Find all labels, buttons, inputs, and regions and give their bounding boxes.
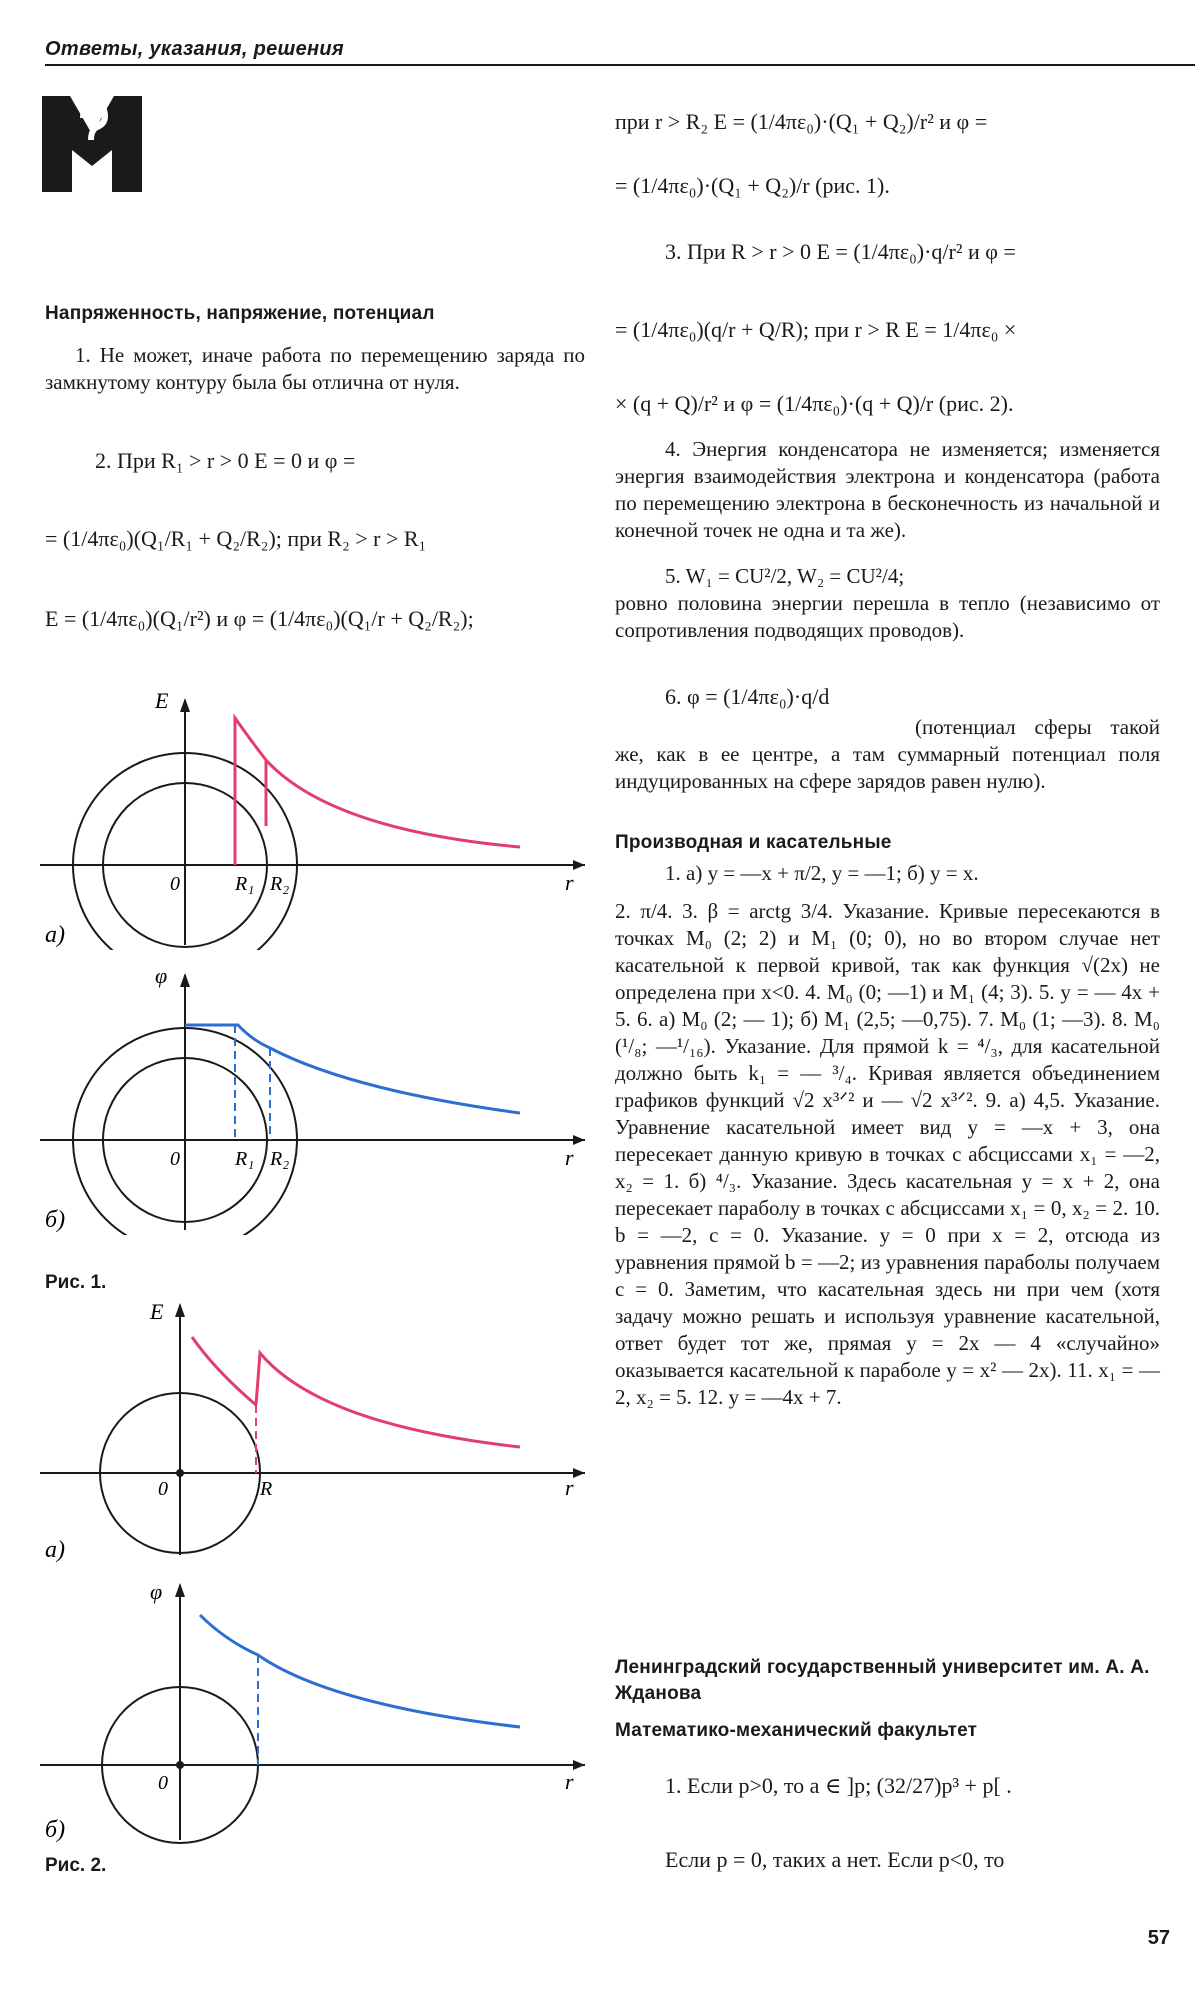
- r-axis-arrow: [573, 1468, 585, 1478]
- r-axis-label: r: [565, 1145, 574, 1170]
- r-axis-arrow: [573, 860, 585, 870]
- E-axis-label: E: [155, 690, 169, 713]
- derivative-answer-1: 1. а) y = —x + π/2, y = —1; б) y = x.: [665, 861, 979, 885]
- E-curve-inside: [192, 1337, 256, 1405]
- answer-5-formula: 5. W₁ = CU²/2, W₂ = CU²/4;: [665, 564, 905, 588]
- answer-6-text: (потенциал сферы такой же, как в ее центре, а там суммарный потенциал поля индуцированных на сфере зарядов равен нулю).: [615, 715, 1160, 793]
- center-point: [176, 1469, 184, 1477]
- math-answer-1-cont: Если p = 0, таких a нет. Если p<0, то: [665, 1847, 1005, 1872]
- subfig-b-label: б): [45, 1207, 66, 1233]
- answer-2-line3: E = (1/4πε₀)(Q₁/r²) и φ = (1/4πε₀)(Q₁/r + Q₂/R₂);: [45, 606, 474, 631]
- figure-2b: [30, 1575, 590, 1845]
- phi-axis-label: φ: [150, 1579, 163, 1604]
- answer-4: 4. Энергия конденсатора не изменяется; изменяется энергия взаимодействия электрона и конденсатора (работа по перемещению электрона в бесконечность из начальной и конечной точек не одна и та же).: [615, 437, 1160, 542]
- origin-label: 0: [170, 873, 180, 895]
- phi-curve: [200, 1615, 520, 1727]
- r-axis-label: r: [565, 1769, 574, 1794]
- r-axis-arrow: [573, 1760, 585, 1770]
- phi-axis-arrow: [175, 1583, 185, 1597]
- answer-5-text: ровно половина энергии перешла в тепло (независимо от сопротивления подводящих проводов).: [615, 591, 1160, 642]
- answer-1: 1. Не может, иначе работа по перемещению заряда по замкнутому контуру была бы отлична от нуля.: [45, 343, 585, 394]
- E-curve: [235, 718, 520, 865]
- question-mark-logo-icon: [42, 96, 142, 192]
- answer-3-line3: × (q + Q)/r² и φ = (1/4πε₀)·(q + Q)/r (рис. 2).: [615, 391, 1014, 416]
- phi-axis-arrow: [180, 973, 190, 987]
- E-axis-label: E: [150, 1299, 164, 1324]
- figure-2a: [30, 1295, 590, 1565]
- origin-label: 0: [158, 1478, 168, 1500]
- subfig-a-label: а): [45, 1537, 65, 1563]
- answer-3-line2: = (1/4πε₀)(q/r + Q/R); при r > R E = 1/4πε₀ ×: [615, 317, 1017, 342]
- running-title: Ответы, указания, решения: [45, 38, 344, 60]
- math-answer-1: 1. Если p>0, то a ∈ ]p; (32/27)p³ + p[ .: [665, 1773, 1012, 1798]
- phi-axis-label: φ: [155, 965, 168, 988]
- E-curve-outside: [256, 1353, 520, 1447]
- section-title-derivative: Производная и касательные: [615, 832, 892, 853]
- figure-1-caption: Рис. 1.: [45, 1272, 107, 1293]
- answer-6-formula: 6. φ = (1/4πε₀)·q/d: [665, 684, 830, 709]
- answer-2-line4: при r > R₂ E = (1/4πε₀)·(Q₁ + Q₂)/r² и φ =: [615, 109, 988, 134]
- r-axis-label: r: [565, 1475, 574, 1500]
- faculty-title: Математико-механический факультет: [615, 1720, 978, 1741]
- page-number: 57: [1147, 1927, 1170, 1949]
- R2-label: R₂: [270, 1148, 290, 1170]
- answer-2-line2: = (1/4πε₀)(Q₁/R₁ + Q₂/R₂); при R₂ > r > R₁: [45, 526, 427, 551]
- R1-label: R₁: [235, 1148, 255, 1170]
- figure-1b: [30, 965, 590, 1235]
- E-axis-arrow: [180, 698, 190, 712]
- header-rule: [45, 64, 1195, 66]
- origin-label: 0: [158, 1772, 168, 1794]
- derivative-answers: 2. π/4. 3. β = arctg 3/4. Указание. Кривые пересекаются в точках M₀ (2; 2) и M₁ (0; 0), но во втором случае нет касательной к первой кривой, так как функция √(2x) не определена при x<0. 4. M₀ (0; —1) и M₁ (4; 3). 5. y = — 4x + 5. 6. а) M₀ (2; — 1); б) M₁ (2,5; —0,75). 7. M₀ (1; —3). 8. M₀ (¹/₈; —¹/₁₆). Указание. Для прямой k = ⁴/₃, для касательной должно быть k₁ = — ³/₄. Кривая является объединением графиков функций √2 x³ᐟ² и — √2 x³ᐟ². 9. а) 4,5. Указание. Уравнение касательной имеет вид y = —x + 3, она пересекает данную кривую в точках с абсциссами x₁ = —2, x₂ = 1. б) ⁴/₃. Указание. Здесь касательная y = x + 2, она пересекает параболу в точках с абсциссами x₁ = 0, x₂ = 2. 10. b = —2, c = 0. Указание. y = 0 при x = 2, отсюда из уравнения прямой b = —2; из уравнения параболы получаем c = 0. Заметим, что касательная здесь ни при чем (хотя задачу можно решать и используя уравнение касательной, ответ будет тот же, прямая y = 2x — 4 «случайно» оказывается касательной к параболе y = x² — 2x). 11. x₁ = —2, x₂ = 5. 12. y = —4x + 7.: [615, 899, 1160, 1409]
- subfig-a-label: а): [45, 922, 65, 948]
- R-label: R: [260, 1478, 273, 1500]
- figure-1a: [30, 690, 590, 950]
- R2-label: R₂: [270, 873, 290, 895]
- answer-3-line1: 3. При R > r > 0 E = (1/4πε₀)·q/r² и φ =: [665, 239, 1016, 264]
- answer-2-line1: 2. При R₁ > r > 0 E = 0 и φ =: [95, 448, 356, 473]
- r-axis-label: r: [565, 870, 574, 895]
- figure-2-caption: Рис. 2.: [45, 1855, 107, 1876]
- r-axis-arrow: [573, 1135, 585, 1145]
- university-title: Ленинградский государственный университет им. А. А. Жданова: [615, 1657, 1150, 1704]
- origin-label: 0: [170, 1148, 180, 1170]
- section-title-field: Напряженность, напряжение, потенциал: [45, 303, 435, 324]
- subfig-b-label: б): [45, 1817, 66, 1843]
- answer-2-line5: = (1/4πε₀)·(Q₁ + Q₂)/r (рис. 1).: [615, 173, 890, 198]
- R1-label: R₁: [235, 873, 255, 895]
- center-point: [176, 1761, 184, 1769]
- E-axis-arrow: [175, 1303, 185, 1317]
